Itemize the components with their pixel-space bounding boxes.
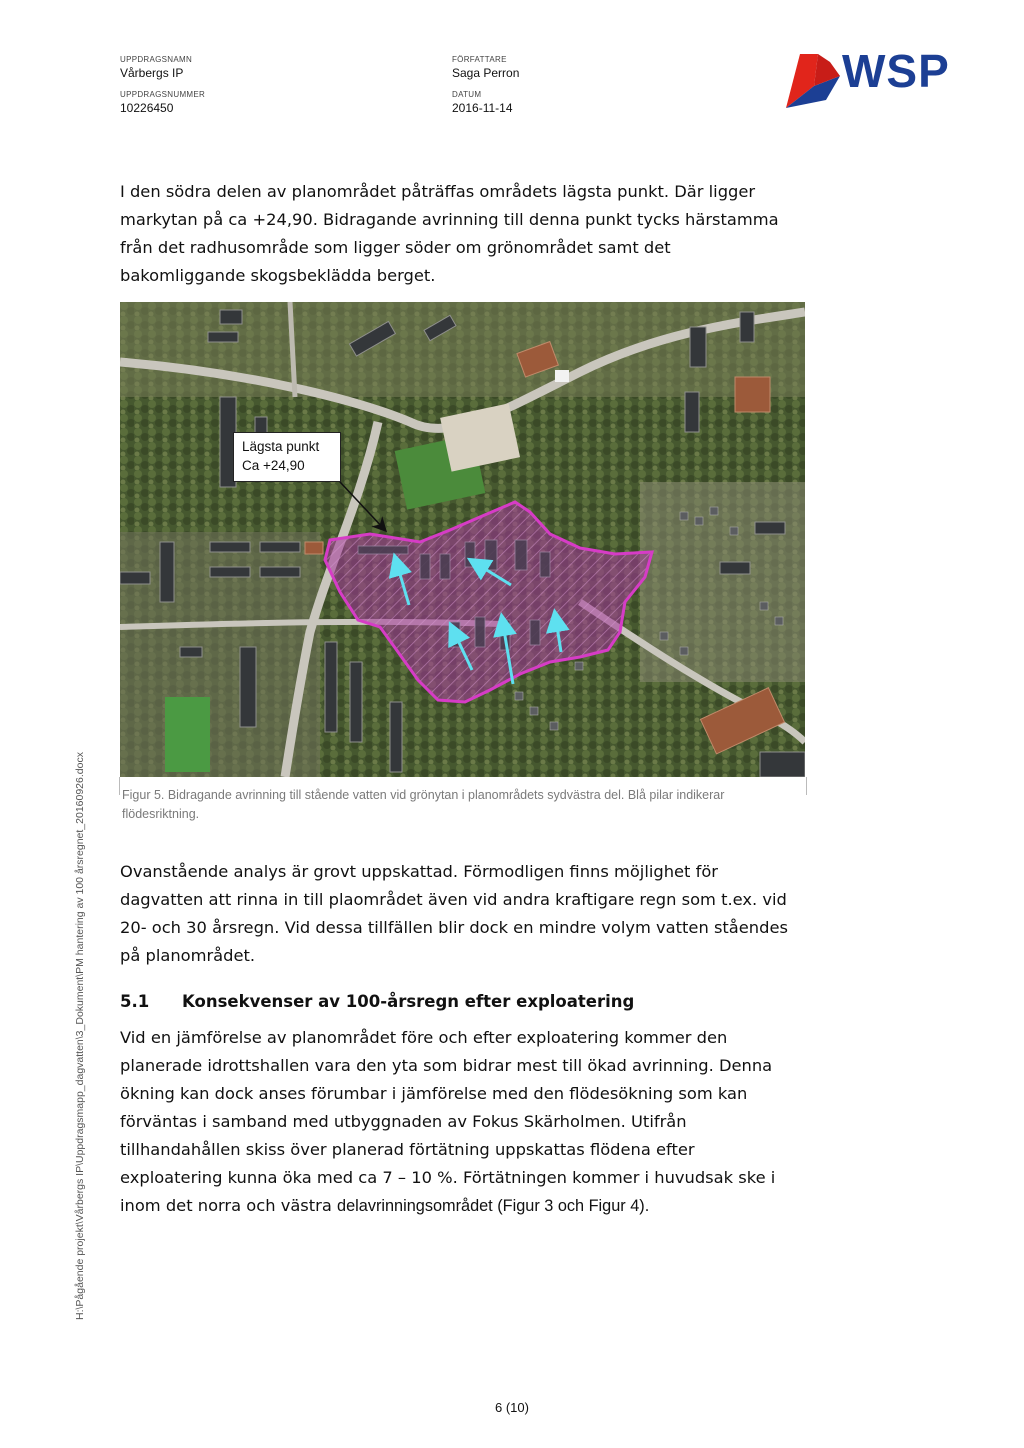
- section-body: [120, 1024, 790, 1220]
- wsp-logo-mark-icon: [784, 48, 846, 110]
- section-body-tail: delavrinningsområdet (Figur 3 och Figur 4).: [337, 1197, 650, 1215]
- section-number: 5.1: [120, 992, 150, 1011]
- assignment-name-label: UPPDRAGSNAMN: [120, 55, 193, 64]
- section-heading: [120, 992, 634, 1011]
- aerial-map: [120, 302, 805, 777]
- file-path: H:\Pågående projekt\Vårbergs IP\Uppdragsmapp_dagvatten\3_Dokument\PM hantering av 100 årsregnet_20160926.docx: [74, 752, 86, 1320]
- wsp-logo: [784, 45, 962, 110]
- wsp-logo-text: WSP: [842, 45, 950, 97]
- section-title: Konsekvenser av 100-årsregn efter exploatering: [182, 992, 635, 1011]
- date-label: DATUM: [452, 90, 482, 99]
- callout-line-1: Lägsta punkt: [242, 439, 320, 454]
- lowest-point-callout: [233, 432, 341, 482]
- assignment-name: Vårbergs IP: [120, 66, 184, 80]
- callout-line-2: Ca +24,90: [242, 458, 305, 473]
- aerial-map-image: [120, 302, 805, 777]
- assignment-number-label: UPPDRAGSNUMMER: [120, 90, 206, 99]
- author: Saga Perron: [452, 66, 520, 80]
- page-number: 6 (10): [495, 1400, 529, 1415]
- assignment-number: 10226450: [120, 101, 174, 115]
- intro-paragraph: I den södra delen av planområdet påträffas områdets lägsta punkt. Där ligger markytan på ca +24,90. Bidragande avrinning till denna punkt tycks härstamma från det radhusområde som ligger söder om grönområdet samt det bakomliggande skogsbeklädda berget.: [120, 182, 779, 285]
- section-body-text: Vid en jämförelse av planområdet före och efter exploatering kommer den planerade idrottshallen vara den yta som bidrar mest till ökad avrinning. Denna ökning kan dock anses förumbar i jämförelse med den flödesökning som kan förväntas i samband med utbyggnaden av Fokus Skärholmen. Utifrån tillhandahållen skiss över planerad förtätning uppskattas flödena efter exploatering kunna öka med ca 7 – 10 %. Förtätningen kommer i huvudsak ske i inom det norra och västra: [120, 1028, 776, 1215]
- date: 2016-11-14: [452, 101, 513, 115]
- author-label: FÖRFATTARE: [452, 55, 507, 64]
- figure-caption: Figur 5. Bidragande avrinning till stående vatten vid grönytan i planområdets sydvästra del. Blå pilar indikerar flödesriktning.: [122, 788, 725, 821]
- analysis-paragraph: Ovanstående analys är grovt uppskattad. Förmodligen finns möjlighet för dagvatten att rinna in till plaområdet även vid andra kraftigare regn som t.ex. vid 20- och 30 årsregn. Vid dessa tillfällen blir dock en mindre volym vatten ståendes på planområdet.: [120, 862, 788, 965]
